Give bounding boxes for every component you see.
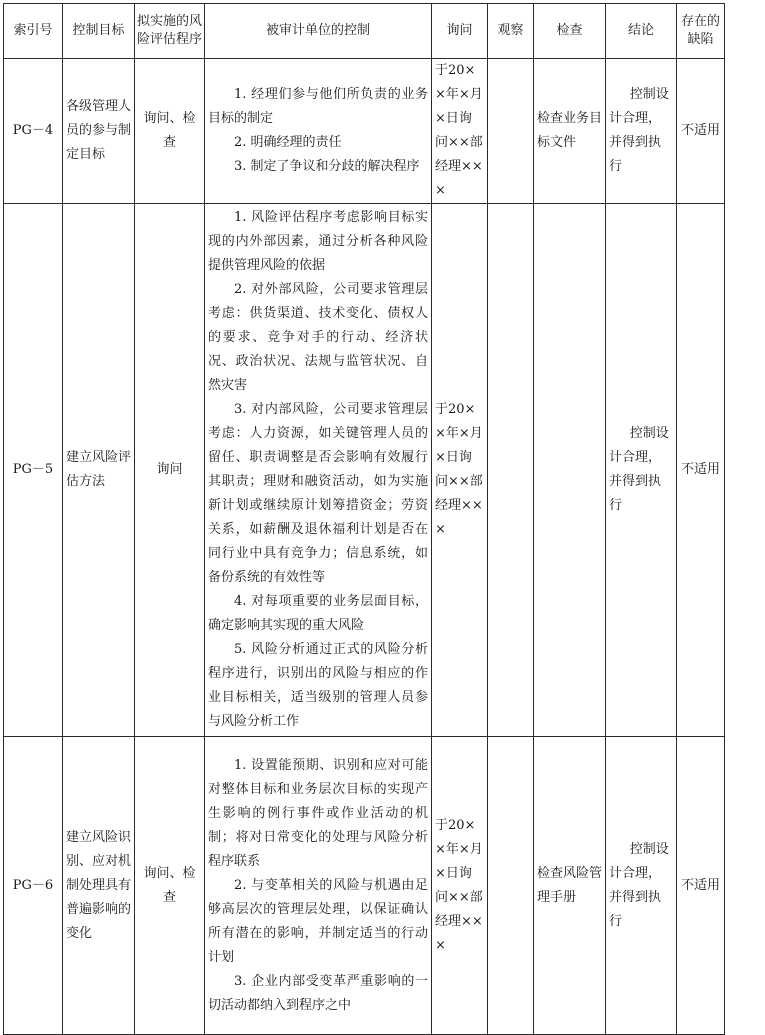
- row-controls: [205, 204, 432, 737]
- row-objective: 建立风险识别、应对机制处理具有普遍影响的变化: [63, 737, 135, 1035]
- row-inspection: 检查风险管理手册: [534, 737, 606, 1035]
- row-procedure: 询问: [135, 204, 205, 737]
- row-inspection: 检查业务目标文件: [534, 59, 606, 204]
- control-item: 3. 对内部风险，公司要求管理层考虑：人力资源，如关键管理人员的留任、职责调整是否会影响有效履行其职责；理财和融资活动，如为实施新计划或继续原计划筹措资金；劳资关系，如薪酬及退休福利计划是否在同行业中具有竞争力；信息系统，如备份系统的有效性等: [208, 402, 428, 585]
- control-item: 2. 与变革相关的风险与机遇由足够高层次的管理层处理，以保证确认所有潜在的影响，并制定适当的行动计划: [208, 877, 428, 965]
- row-inquiry: 于20××年×月×日询问××部经理×××: [432, 59, 488, 204]
- row-objective: 建立风险评估方法: [63, 204, 135, 737]
- row-inspection: [534, 204, 606, 737]
- header-inspection: 检查: [534, 4, 606, 59]
- control-item: 3. 制定了争议和分歧的解决程序: [234, 159, 420, 174]
- header-observation: 观察: [488, 4, 534, 59]
- header-row: [4, 4, 725, 59]
- table-row: [4, 204, 725, 737]
- control-item: 5. 风险分析通过正式的风险分析程序进行，识别出的风险与相应的作业目标相关，适当级别的管理人员参与风险分析工作: [208, 642, 428, 729]
- header-conclusion: 结论: [606, 4, 677, 59]
- header-controls: 被审计单位的控制: [205, 4, 432, 59]
- control-item: 3. 企业内部受变革严重影响的一切活动都纳入到程序之中: [208, 973, 428, 1013]
- control-item: 4. 对每项重要的业务层面目标，确定影响其实现的重大风险: [208, 594, 428, 633]
- header-inquiry: 询问: [432, 4, 488, 59]
- header-index: 索引号: [4, 4, 63, 59]
- row-observation: [488, 59, 534, 204]
- control-test-table: [3, 3, 725, 1035]
- row-observation: [488, 204, 534, 737]
- row-deficiency: 不适用: [677, 204, 725, 737]
- row-conclusion: 控制设计合理，并得到执行: [606, 204, 677, 737]
- row-deficiency: 不适用: [677, 737, 725, 1035]
- row-inquiry: 于20××年×月×日询问××部经理×××: [432, 204, 488, 737]
- row-procedure: 询问、检查: [135, 737, 205, 1035]
- control-item: 1. 设置能预期、识别和应对可能对整体目标和业务层次目标的实现产生影响的例行事件或作业活动的机制；将对日常变化的处理与风险分析程序联系: [208, 757, 428, 869]
- row-index: PG－6: [4, 737, 63, 1035]
- control-item: 1. 经理们参与他们所负责的业务目标的制定: [208, 87, 428, 126]
- row-conclusion: 控制设计合理，并得到执行: [606, 59, 677, 204]
- row-conclusion: 控制设计合理，并得到执行: [606, 737, 677, 1035]
- header-procedure: 拟实施的风险评估程序: [135, 4, 205, 59]
- row-procedure: 询问、检查: [135, 59, 205, 204]
- table-row: [4, 59, 725, 204]
- row-inquiry: 于20××年×月×日询问××部经理×××: [432, 737, 488, 1035]
- row-objective: 各级管理人员的参与制定目标: [63, 59, 135, 204]
- header-objective: 控制目标: [63, 4, 135, 59]
- control-item: 2. 明确经理的责任: [234, 135, 342, 150]
- table-row: [4, 737, 725, 1035]
- row-controls: [205, 737, 432, 1035]
- control-item: 2. 对外部风险，公司要求管理层考虑：供货渠道、技术变化、债权人的要求、竞争对手的行动、经济状况、政治状况、法规与监管状况、自然灾害: [208, 282, 428, 393]
- row-index: PG－5: [4, 204, 63, 737]
- row-observation: [488, 737, 534, 1035]
- row-deficiency: 不适用: [677, 59, 725, 204]
- header-deficiency: 存在的缺陷: [677, 4, 725, 59]
- control-item: 1. 风险评估程序考虑影响目标实现的内外部因素，通过分析各种风险提供管理风险的依据: [208, 210, 428, 273]
- row-controls: [205, 59, 432, 204]
- row-index: PG－4: [4, 59, 63, 204]
